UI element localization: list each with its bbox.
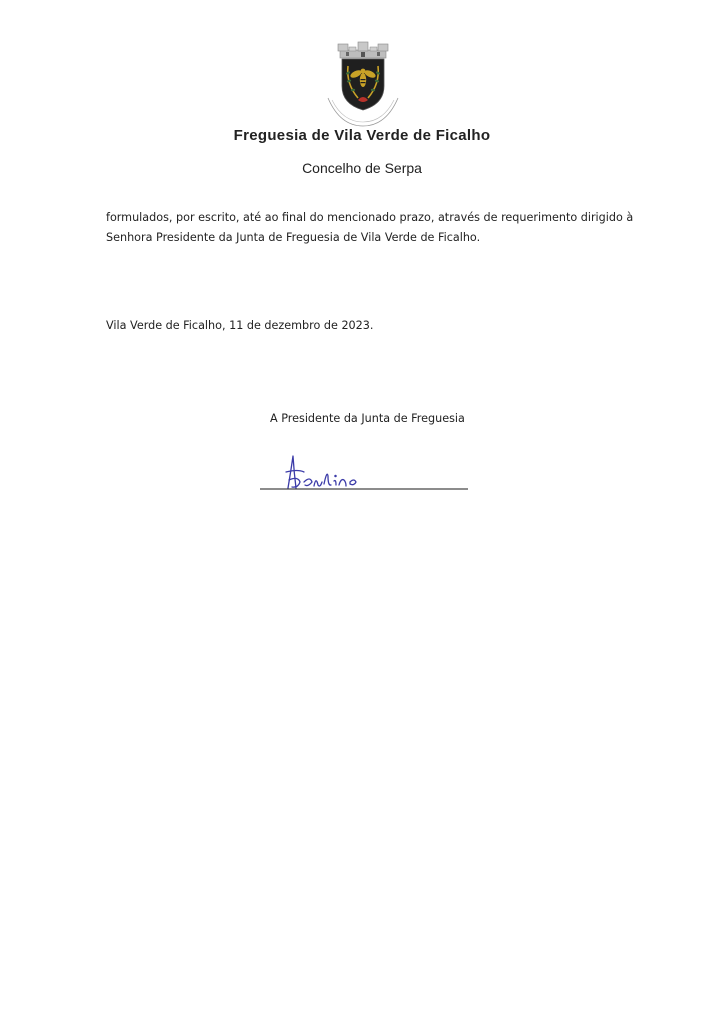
place-and-date: Vila Verde de Ficalho, 11 de dezembro de 2023. [106, 319, 374, 332]
handwritten-signature-icon [258, 452, 470, 494]
municipal-coat-of-arms-icon [318, 40, 408, 130]
municipality-name: Concelho de Serpa [302, 160, 422, 176]
body-line-2: Senhora Presidente da Junta de Freguesia de Vila Verde de Ficalho. [106, 231, 481, 244]
signature-ink [286, 456, 356, 488]
signatory-title: A Presidente da Junta de Freguesia [270, 412, 465, 425]
org-name: Freguesia de Vila Verde de Ficalho [233, 127, 491, 144]
body-paragraph [106, 208, 634, 248]
mural-crown [338, 42, 388, 58]
body-line-1: formulados, por escrito, até ao final do mencionado prazo, através de requerimento dirigido à [106, 211, 634, 224]
